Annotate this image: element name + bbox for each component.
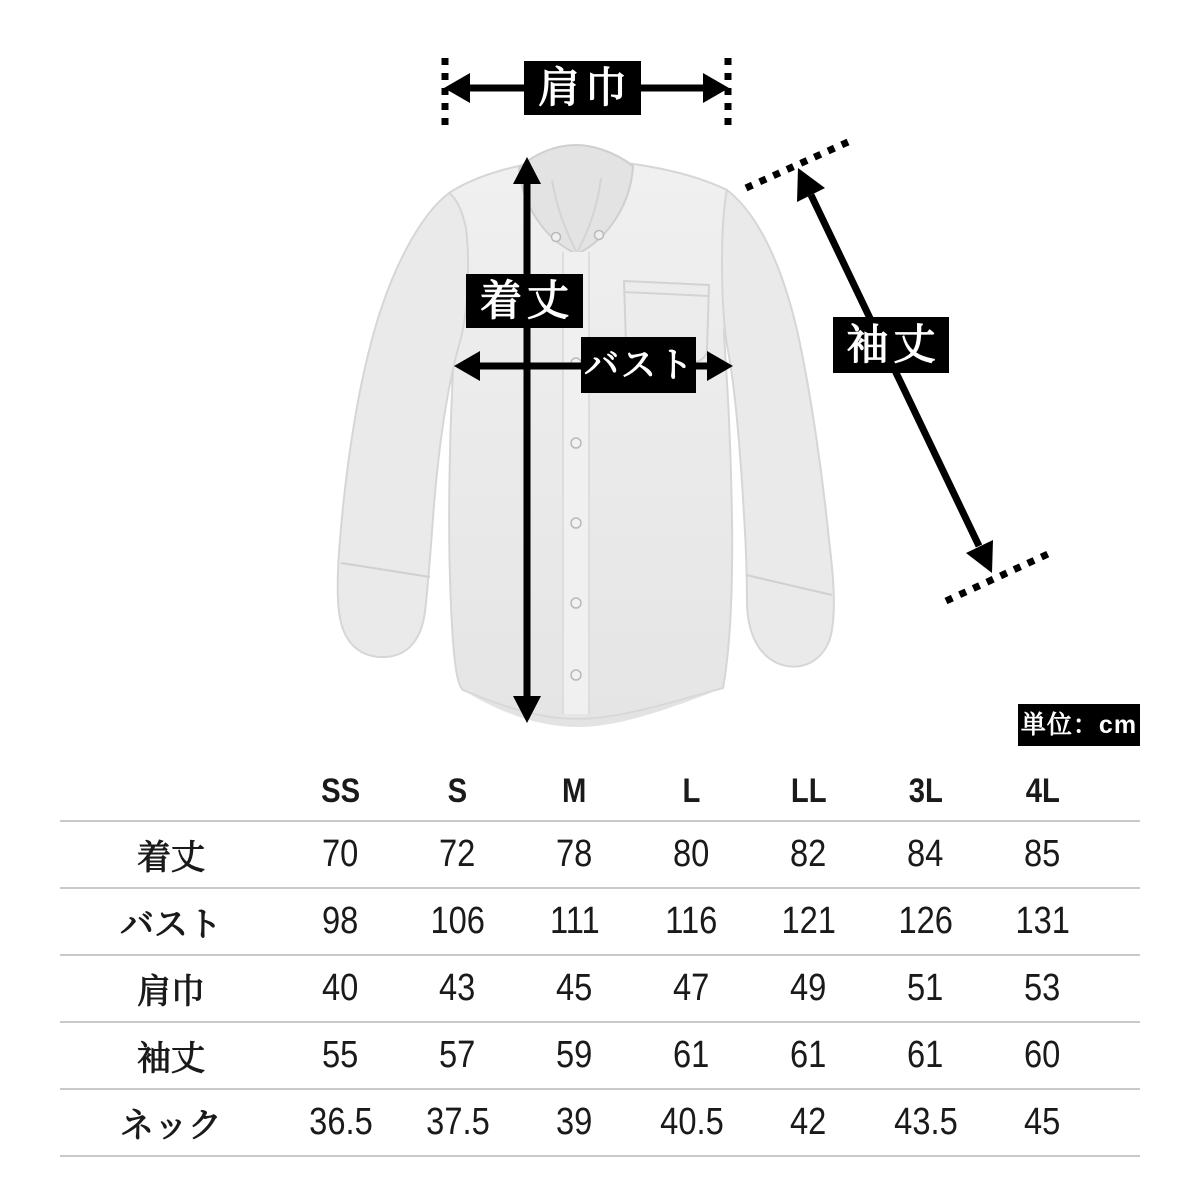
size-table	[60, 762, 1140, 1157]
size-table-row	[60, 889, 1140, 956]
column-header: S	[447, 771, 468, 810]
shirt-illustration	[338, 145, 834, 727]
size-value-cell: 47	[673, 967, 710, 1009]
size-value-cell: 85	[1024, 833, 1061, 875]
size-value-cell: 40.5	[659, 1101, 724, 1143]
sleeve-extent-bottom-dotted	[946, 554, 1048, 601]
size-value-cell: 37.5	[425, 1101, 490, 1143]
shoulder-width-label: 肩巾	[524, 61, 641, 115]
shirt-right-sleeve	[722, 190, 834, 667]
row-label: 着丈	[137, 839, 205, 877]
size-value-cell: 84	[907, 833, 944, 875]
bust-label: バスト	[581, 337, 696, 393]
size-value-cell: 121	[781, 900, 836, 942]
size-table-row	[60, 1090, 1140, 1157]
size-value-cell: 82	[790, 833, 827, 875]
size-value-cell: 131	[1015, 900, 1070, 942]
size-value-cell: 51	[907, 967, 944, 1009]
row-label: バスト	[120, 906, 222, 944]
size-value-cell: 106	[430, 900, 485, 942]
row-label: 袖丈	[137, 1040, 205, 1078]
size-table-row	[60, 1023, 1140, 1090]
size-value-cell: 40	[322, 967, 359, 1009]
size-value-cell: 59	[556, 1034, 593, 1076]
size-table-header-row	[60, 762, 1140, 822]
size-value-cell: 78	[556, 833, 593, 875]
size-value-cell: 43.5	[893, 1101, 958, 1143]
size-value-cell: 55	[322, 1034, 359, 1076]
size-value-cell: 98	[322, 900, 359, 942]
size-value-cell: 60	[1024, 1034, 1061, 1076]
size-table-row	[60, 956, 1140, 1023]
size-value-cell: 72	[439, 833, 476, 875]
size-value-cell: 57	[439, 1034, 476, 1076]
sleeve-length-label: 袖丈	[833, 317, 949, 373]
size-value-cell: 53	[1024, 967, 1061, 1009]
column-header: 3L	[908, 771, 943, 810]
column-header: 4L	[1025, 771, 1060, 810]
collar-button-left	[552, 233, 561, 242]
size-value-cell: 43	[439, 967, 476, 1009]
size-value-cell: 61	[673, 1034, 710, 1076]
sleeve-extent-top-dotted	[746, 142, 848, 188]
size-value-cell: 36.5	[308, 1101, 373, 1143]
column-header: M	[562, 771, 587, 810]
size-value-cell: 116	[665, 900, 718, 942]
row-label: ネック	[120, 1107, 222, 1145]
size-table-row	[60, 822, 1140, 889]
collar-button-right	[595, 231, 604, 240]
body-length-label: 着丈	[466, 274, 583, 328]
size-value-cell: 126	[898, 900, 953, 942]
unit-label: 単位：cm	[1018, 704, 1140, 746]
size-value-cell: 61	[790, 1034, 827, 1076]
column-header: LL	[790, 771, 827, 810]
size-value-cell: 61	[907, 1034, 944, 1076]
shirt-left-sleeve	[338, 193, 468, 657]
size-value-cell: 42	[790, 1101, 827, 1143]
size-value-cell: 45	[556, 967, 593, 1009]
column-header: L	[682, 771, 701, 810]
size-value-cell: 49	[790, 967, 827, 1009]
size-value-cell: 70	[322, 833, 359, 875]
size-value-cell: 111	[549, 900, 600, 942]
size-value-cell: 39	[556, 1101, 593, 1143]
column-header: SS	[320, 771, 360, 810]
size-value-cell: 45	[1024, 1101, 1061, 1143]
size-value-cell: 80	[673, 833, 710, 875]
row-label: 肩巾	[137, 973, 205, 1011]
